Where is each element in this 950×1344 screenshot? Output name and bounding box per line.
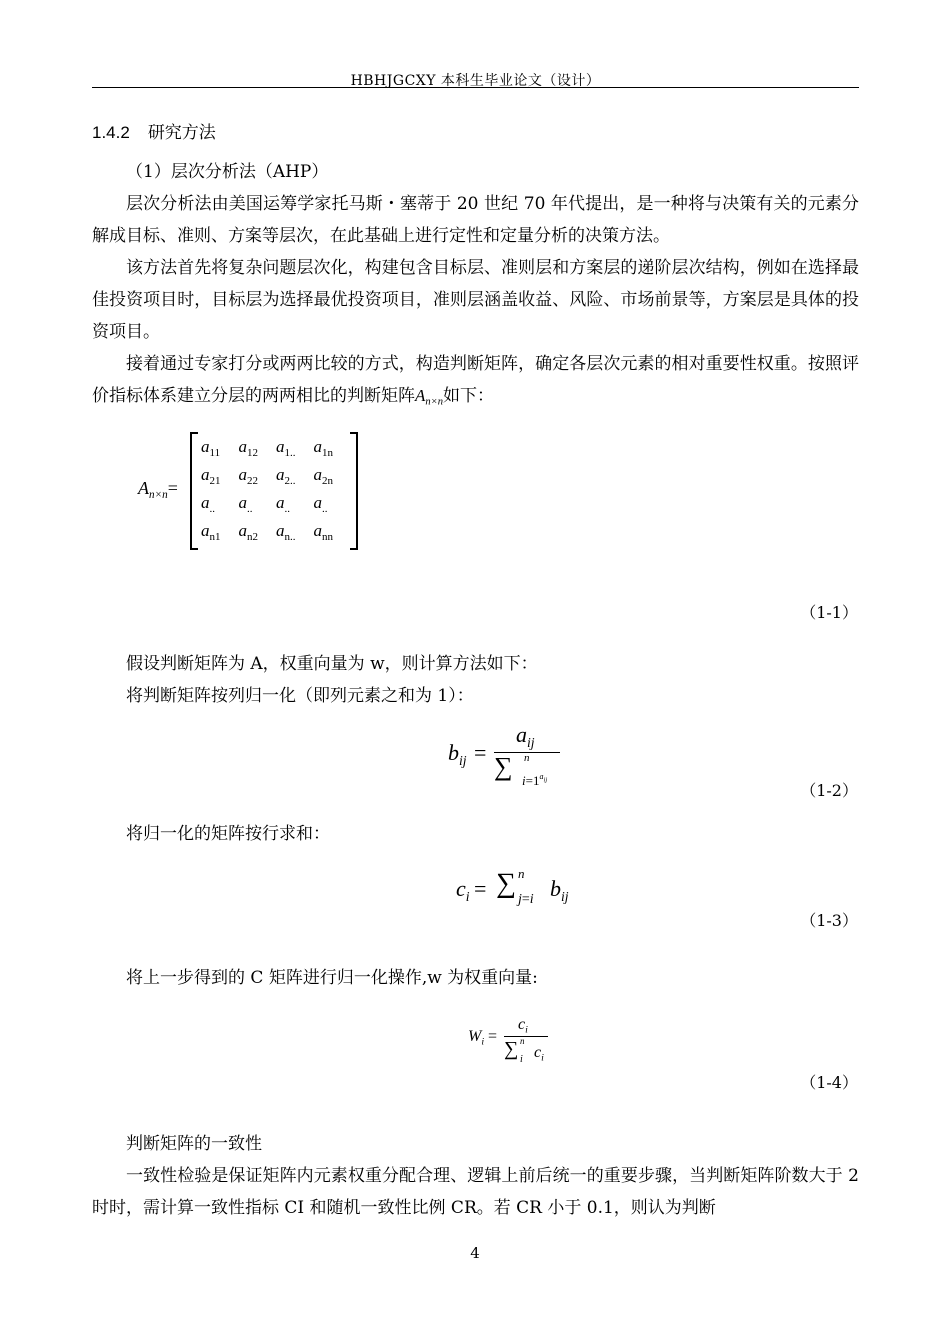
judgment-matrix	[192, 434, 342, 546]
matrix-row	[192, 490, 342, 518]
paragraph-text-suffix: 如下：	[443, 386, 495, 406]
paragraph-normalize-columns: 将判断矩阵按列归一化（即列元素之和为 1）：	[126, 686, 474, 706]
matrix-row	[192, 518, 342, 546]
matrix-cell: $a_{..}$	[276, 493, 290, 515]
paragraph-consistency-heading: 判断矩阵的一致性	[126, 1134, 262, 1154]
paper-page: HBHJGCXY 本科生毕业论文（设计） 1.4.2 研究方法 （1）层次分析法（AHP） 层次分析法由美国运筹学家托马斯・塞蒂于 20 世纪 70 年代提出，是一种将与决策有关的元素分解成目标、准则、方案等层次，在此基础上进行定性和定量分析的决策方法。 该方法首先将复杂问题层次化，构建包含目标层、准则层和方案层的递阶层次结构，例如在选择最佳投资项目时，目标层为选择最优投资项目，准则层涵盖收益、风险、市场前景等，方案层是具体的投资项目。 接着通过专家打分或两两比较的方式，构造判断矩阵，确定各层次元素的相对重要性权重。按照评价指标体系建立分层的两两相比的判断矩阵$A_{n\times n}$如下： $A_{n\times n}=$ $a_{11}$ $a_{12}$ $a_{1..}$ $a_{1n}$ $a_{21}$ $a_{22}$ $a_{2..}$ $a_{2n}$ $a_{..}$ $a_{..}$ $a_{..}$ $a_{..}$ $a_{n1}$ $a_{n2}$ $a_{n..}$ $a_{nn}$ （1-1） 假设判断矩阵为 A，权重向量为 w，则计算方法如下： 将判断矩阵按列归一化（即列元素之和为 1）： $b_{ij}$ = $a_{ij}$ ∑ n $i=1^{a_{ij}}$ （1-2） 将归一化的矩阵按行求和： $c_i$ = ∑ n j=i $b_{ij}$ （1-3） 将上一步得到的 C 矩阵进行归一化操作,w 为权重向量: $W_i$ = $c_i$ ∑ n i $c_i$ （1-4） 判断矩阵的一致性 一致性检验是保证矩阵内元素权重分配合理、逻辑上前后统一的重要步骤，当判断矩阵阶数大于 2 时时，需计算一致性指标 CI 和随机一致性比例 CR。若 CR 小于 0.1，则认为判断 4	[0, 0, 950, 1344]
page-number: 4	[470, 1244, 480, 1262]
matrix-cell: $a_{12}$	[238, 437, 258, 459]
equation-number-4: （1-4）	[800, 1073, 858, 1092]
inline-matrix-symbol: $A_{n\times n}$	[415, 386, 444, 408]
matrix-cell: $a_{22}$	[238, 465, 258, 487]
section-heading	[92, 118, 216, 143]
matrix-row	[192, 462, 342, 490]
matrix-cell: $a_{nn}$	[313, 521, 333, 543]
paragraph-consistency: 一致性检验是保证矩阵内元素权重分配合理、逻辑上前后统一的重要步骤，当判断矩阵阶数大于 2 时时，需计算一致性指标 CI 和随机一致性比例 CR。若 CR 小于 0.1，则认为判断	[92, 1166, 859, 1218]
paragraph-assumption: 假设判断矩阵为 A，权重向量为 w，则计算方法如下：	[126, 654, 538, 674]
matrix-cell: $a_{2n}$	[313, 465, 333, 487]
matrix-cell: $a_{..}$	[313, 493, 328, 515]
matrix-cell: $a_{n1}$	[201, 521, 221, 543]
matrix-cell: $a_{2..}$	[276, 465, 296, 487]
matrix-cell: $a_{1n}$	[313, 437, 333, 459]
matrix-cell: $a_{11}$	[201, 437, 221, 459]
subsection-title: （1）层次分析法（AHP）	[126, 162, 329, 182]
equation-number-1: （1-1）	[800, 603, 858, 622]
matrix-cell: $a_{n..}$	[276, 521, 296, 543]
paragraph-text: 接着通过专家打分或两两比较的方式，构造判断矩阵，确定各层次元素的相对重要性权重。按照评价指标体系建立分层的两两相比的判断矩阵	[92, 354, 859, 406]
paragraph-normalize-c: 将上一步得到的 C 矩阵进行归一化操作,w 为权重向量:	[126, 968, 538, 988]
paragraph-row-sum: 将归一化的矩阵按行求和：	[126, 824, 330, 844]
matrix-cell: $a_{21}$	[201, 465, 221, 487]
matrix-row	[192, 434, 342, 462]
paragraph-intro: 层次分析法由美国运筹学家托马斯・塞蒂于 20 世纪 70 年代提出，是一种将与决策有关的元素分解成目标、准则、方案等层次，在此基础上进行定性和定量分析的决策方法。	[92, 194, 859, 246]
matrix-cell: $a_{..}$	[238, 493, 253, 515]
matrix-cell: $a_{..}$	[201, 493, 215, 515]
equation-number-2: （1-2）	[800, 781, 858, 800]
section-title: 研究方法	[147, 123, 216, 142]
running-header: HBHJGCXY 本科生毕业论文（设计）	[350, 73, 601, 89]
matrix-right-bracket	[350, 432, 358, 550]
matrix-lhs: $A_{n\times n}=$	[138, 478, 178, 501]
equation-number-3: （1-3）	[800, 911, 858, 930]
section-number: 1.4.2	[92, 123, 130, 142]
paragraph-judgment-matrix	[92, 348, 859, 419]
matrix-cell: $a_{n2}$	[238, 521, 258, 543]
paragraph-hierarchy: 该方法首先将复杂问题层次化，构建包含目标层、准则层和方案层的递阶层次结构，例如在选择最佳投资项目时，目标层为选择最优投资项目，准则层涵盖收益、风险、市场前景等，方案层是具体的投资项目。	[92, 258, 859, 342]
header-rule	[92, 87, 859, 88]
matrix-cell: $a_{1..}$	[276, 437, 296, 459]
